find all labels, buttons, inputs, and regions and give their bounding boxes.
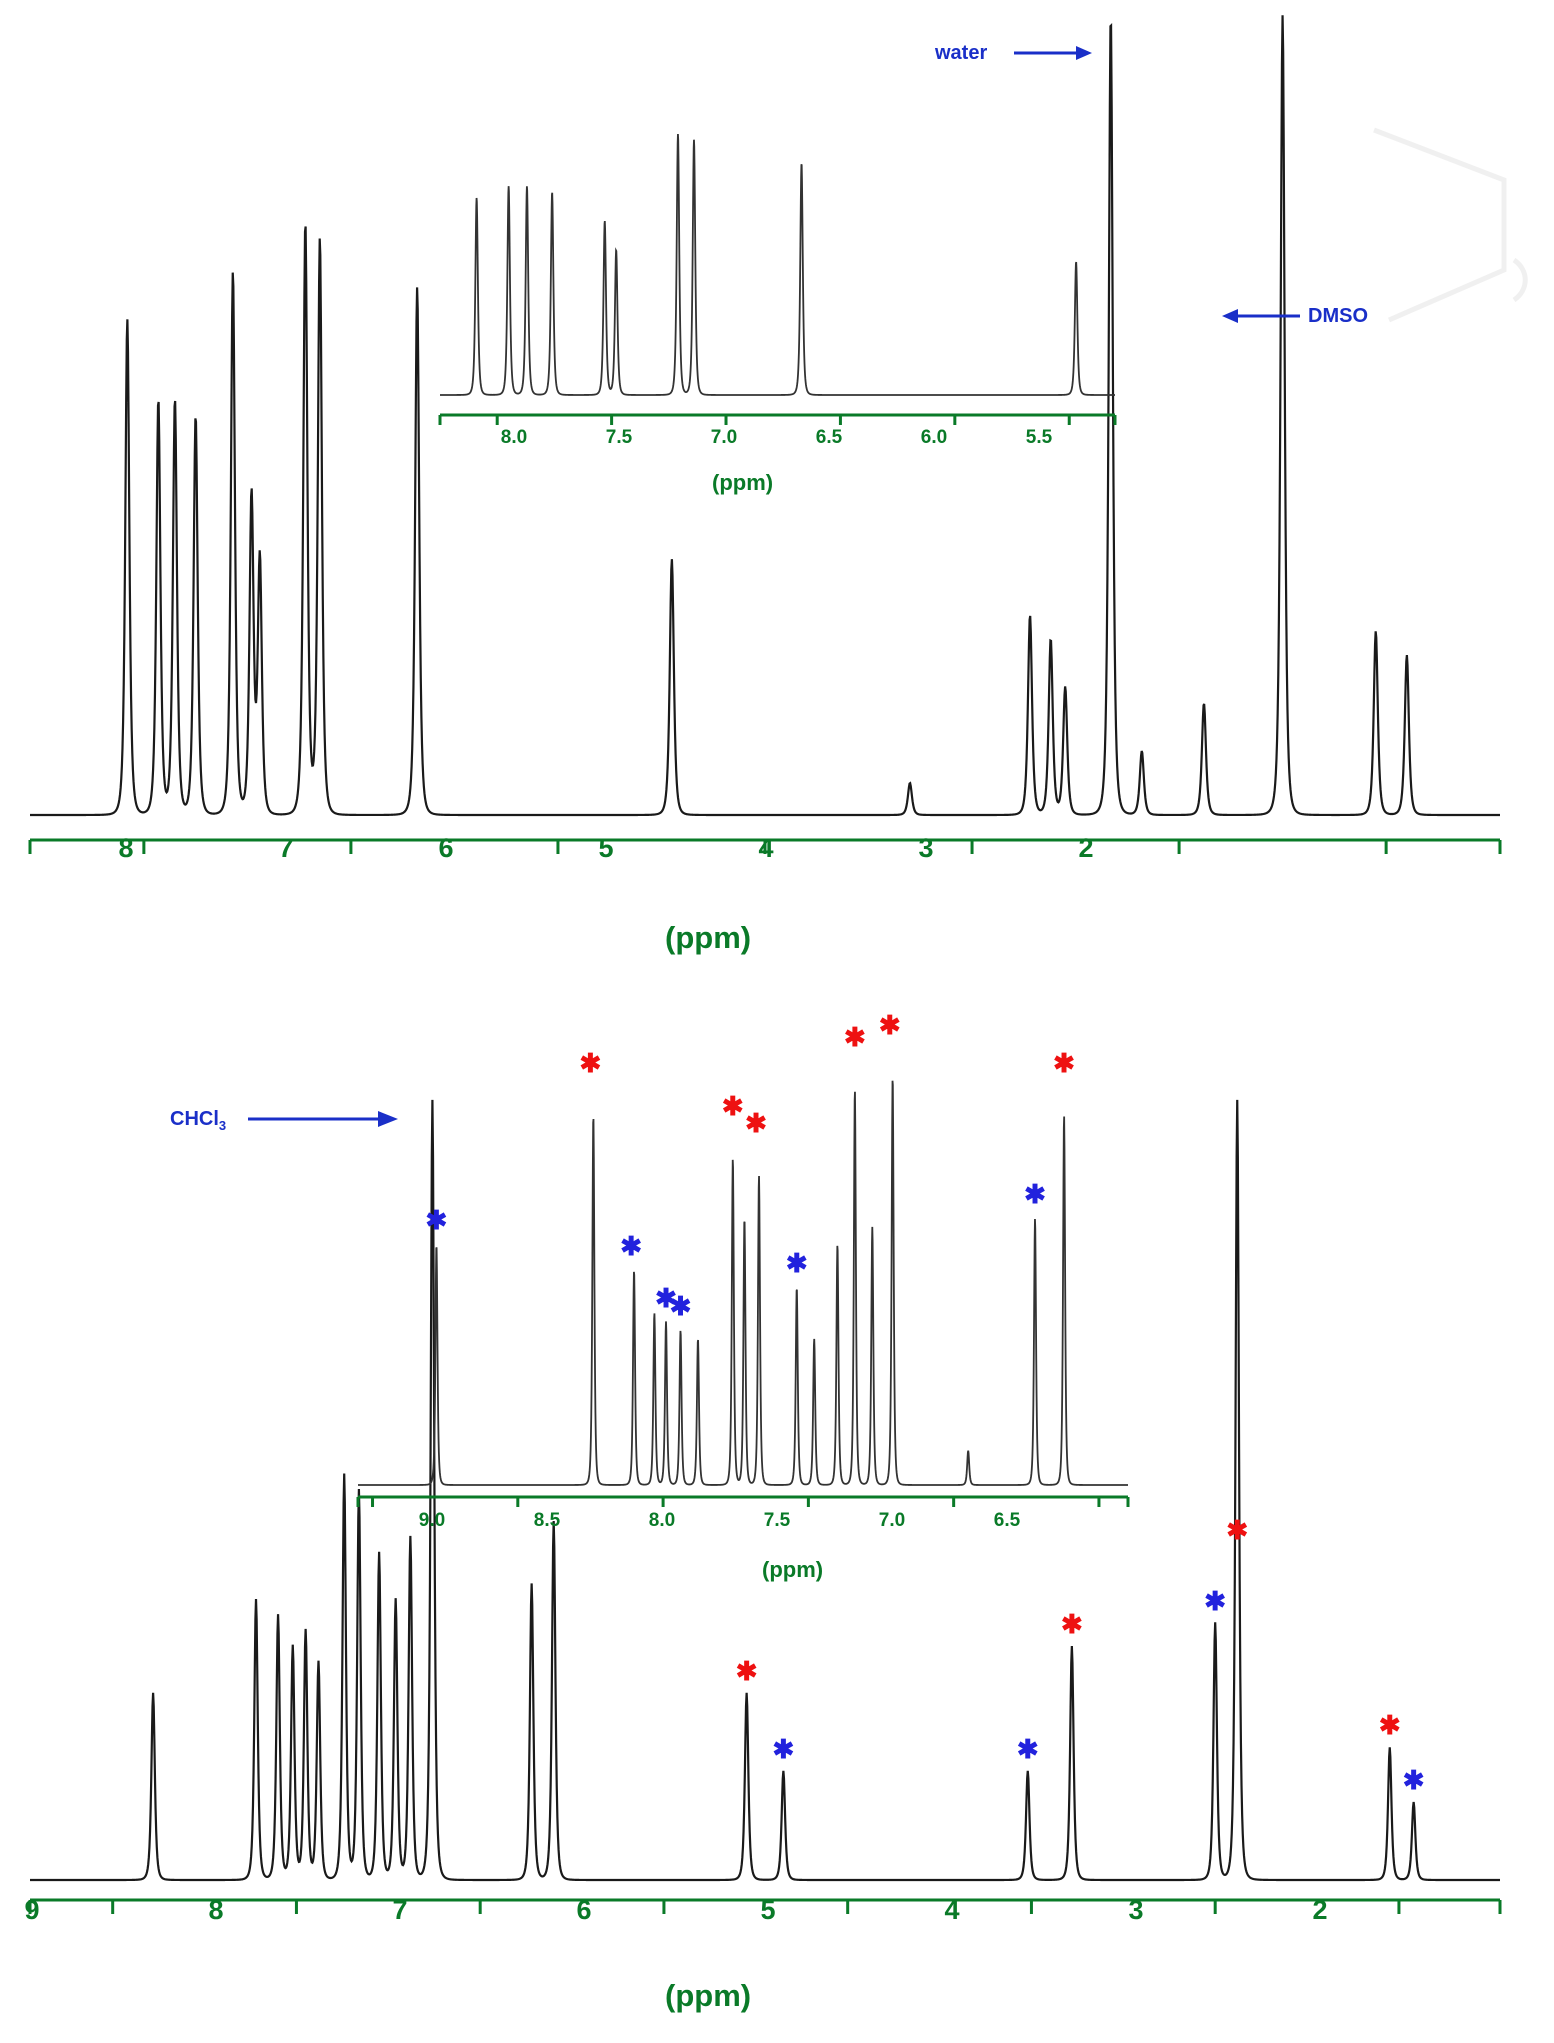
- top-main-axis-caption: (ppm): [665, 920, 752, 955]
- bottom-main-tick-1: 8: [208, 1895, 224, 1925]
- top-inset-tick-1: 7.5: [605, 427, 633, 448]
- bottom-inset-axis-caption: (ppm): [762, 1557, 824, 1582]
- peak-marker-star: ✱: [745, 1108, 767, 1139]
- peak-marker-star: ✱: [735, 1655, 758, 1686]
- peak-marker-star: ✱: [772, 1733, 795, 1764]
- bottom-spectrum-panel: [0, 1000, 1554, 2043]
- top-inset-tick-2: 7.0: [710, 427, 738, 448]
- chcl3-subscript: 3: [218, 1118, 227, 1133]
- chcl3-arrow-icon: [248, 1108, 398, 1130]
- peak-marker-star: ✱: [878, 1009, 901, 1040]
- watermark-decoration: [1354, 120, 1534, 340]
- peak-marker-star: ✱: [1016, 1733, 1039, 1764]
- peak-marker-star: ✱: [620, 1231, 643, 1261]
- chcl3-label: CHCl: [170, 1108, 219, 1130]
- top-inset-tick-3: 6.5: [815, 427, 843, 448]
- bottom-main-axis-caption: (ppm): [665, 1978, 752, 2013]
- peak-marker-star: ✱: [1378, 1710, 1401, 1741]
- top-spectrum-plot: [0, 0, 1554, 1000]
- peak-marker-star: ✱: [655, 1282, 677, 1313]
- bottom-inset-tick-3: 7.5: [763, 1510, 791, 1531]
- top-inset-tick-4: 6.0: [920, 427, 948, 448]
- peak-marker-star: ✱: [721, 1091, 744, 1122]
- dmso-annotation: [1308, 305, 1368, 328]
- bottom-main-tick-7: 2: [1312, 1895, 1328, 1925]
- top-main-tick-6: 2: [1078, 833, 1094, 863]
- peak-marker-star: ✱: [1053, 1048, 1075, 1079]
- peak-marker-star: ✱: [579, 1048, 602, 1079]
- peak-marker-star: ✱: [669, 1291, 692, 1322]
- peak-marker-star: ✱: [425, 1205, 448, 1236]
- peak-marker-star: ✱: [843, 1022, 866, 1053]
- bottom-main-tick-5: 4: [944, 1895, 960, 1925]
- top-spectrum-panel: [0, 0, 1554, 1000]
- bottom-main-tick-6: 3: [1128, 1895, 1144, 1925]
- water-label: water: [935, 42, 988, 64]
- top-main-tick-4: 4: [758, 833, 774, 863]
- peak-marker-star: ✱: [1402, 1765, 1425, 1795]
- top-main-tick-3: 5: [598, 833, 614, 863]
- peak-marker-star: ✱: [1204, 1585, 1227, 1616]
- top-inset-axis-caption: (ppm): [712, 470, 774, 495]
- top-main-tick-1: 7: [278, 833, 294, 863]
- water-annotation: [935, 42, 987, 65]
- bottom-main-tick-3: 6: [576, 1895, 592, 1925]
- bottom-inset-tick-2: 8.0: [648, 1510, 676, 1531]
- bottom-inset-tick-5: 6.5: [993, 1510, 1021, 1531]
- top-main-tick-2: 6: [438, 833, 454, 863]
- top-inset-tick-5: 5.5: [1025, 427, 1053, 448]
- top-main-tick-0: 8: [118, 833, 134, 863]
- bottom-inset-tick-4: 7.0: [878, 1510, 906, 1531]
- water-arrow-icon: [1014, 42, 1094, 64]
- peak-marker-star: ✱: [1024, 1179, 1046, 1210]
- top-inset-tick-0: 8.0: [500, 427, 528, 448]
- chcl3-annotation: [170, 1108, 226, 1133]
- top-main-tick-5: 3: [918, 833, 934, 863]
- bottom-main-tick-2: 7: [392, 1895, 408, 1925]
- dmso-arrow-icon: [1220, 305, 1300, 327]
- bottom-main-tick-0: 9: [24, 1895, 40, 1925]
- peak-marker-star: ✱: [785, 1248, 808, 1279]
- bottom-main-tick-4: 5: [760, 1895, 776, 1925]
- bottom-inset-tick-1: 8.5: [533, 1510, 561, 1531]
- peak-marker-star: ✱: [1226, 1515, 1249, 1546]
- bottom-inset-tick-0: 9.0: [418, 1510, 446, 1531]
- peak-marker-star: ✱: [1060, 1609, 1083, 1639]
- dmso-label: DMSO: [1308, 305, 1368, 327]
